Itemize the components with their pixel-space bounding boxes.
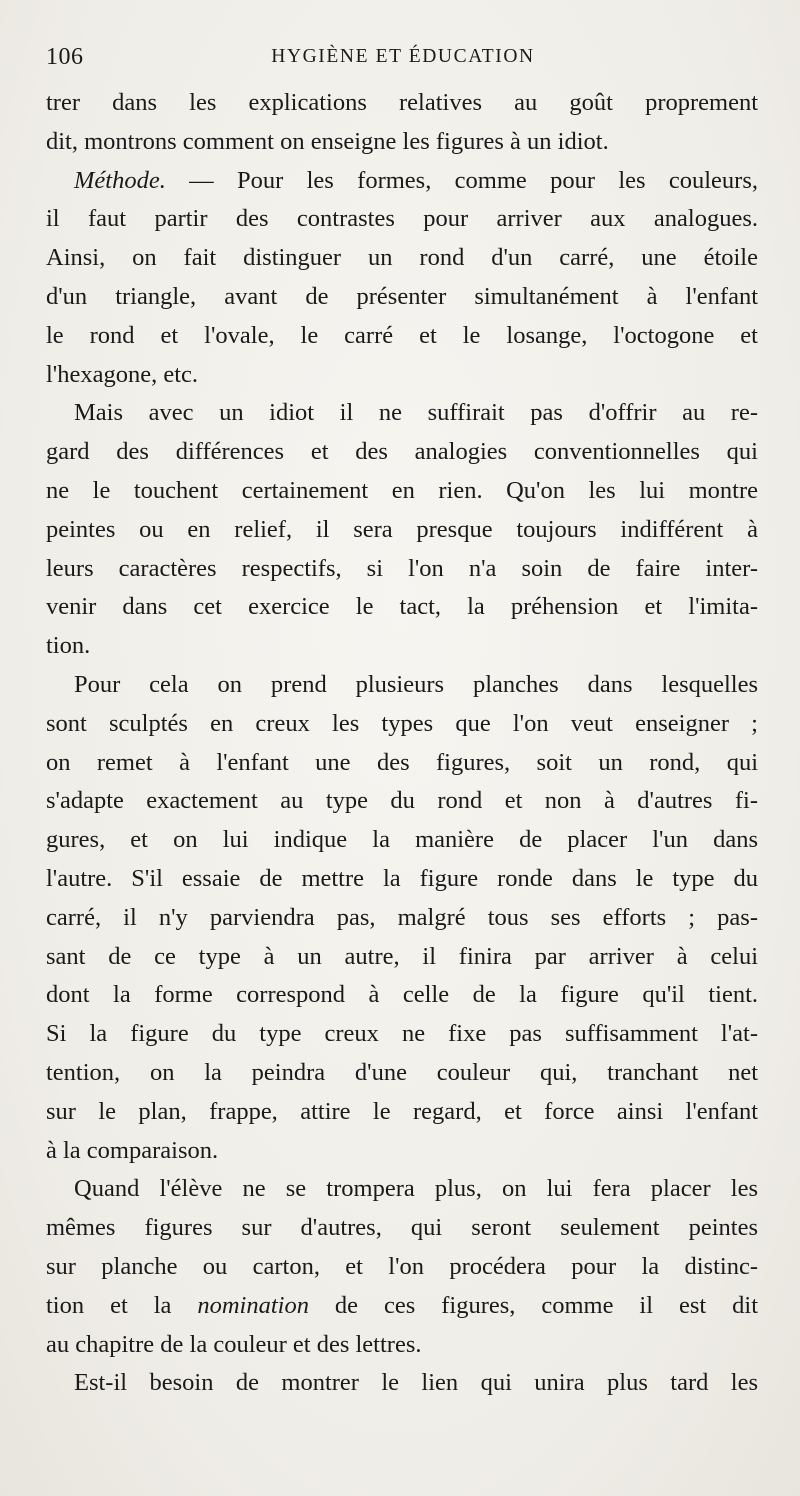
text-segment: — Pour les formes, comme pour les couleurs, [165, 166, 758, 194]
text-segment: venir dans cet exercice le tact, la préhension et l'imita- [46, 593, 758, 621]
text-line [46, 84, 758, 123]
running-head [46, 44, 760, 74]
text-line [46, 394, 758, 433]
text-line [46, 317, 758, 356]
text-line [46, 1326, 758, 1365]
text-segment: dont la forme correspond à celle de la figure qu'il tient. [46, 981, 758, 1009]
text-segment: on remet à l'enfant une des figures, soit un rond, qui [46, 748, 758, 776]
text-segment: sont sculptés en creux les types que l'on veut enseigner ; [46, 709, 758, 737]
text-segment: l'autre. S'il essaie de mettre la figure ronde dans le type du [46, 864, 758, 892]
text-segment: Pour cela on prend plusieurs planches dans lesquelles [74, 670, 758, 698]
text-segment: gures, et on lui indique la manière de placer l'un dans [46, 826, 758, 854]
text-line [46, 550, 758, 589]
page-number: 106 [46, 44, 84, 70]
text-segment: s'adapte exactement au type du rond et non à d'autres fi- [46, 787, 758, 815]
text-line [46, 356, 758, 395]
text-segment: sur planche ou carton, et l'on procédera pour la distinc- [46, 1252, 758, 1280]
text-segment: tion et la [46, 1291, 198, 1319]
text-line [46, 433, 758, 472]
text-line [46, 744, 758, 783]
text-line [46, 1209, 758, 1248]
text-segment: le rond et l'ovale, le carré et le losange, l'octogone et [46, 321, 758, 349]
text-segment: Est-il besoin de montrer le lien qui unira plus tard les [74, 1369, 758, 1397]
text-segment: au chapitre de la couleur et des lettres. [46, 1330, 422, 1358]
running-title: HYGIÈNE ET ÉDUCATION [271, 46, 535, 67]
text-segment: peintes ou en relief, il sera presque toujours indifférent à [46, 515, 758, 543]
text-segment: sur le plan, frappe, attire le regard, et force ainsi l'enfant [46, 1097, 758, 1125]
text-segment: tention, on la peindra d'une couleur qui, tranchant net [46, 1058, 758, 1086]
text-line [46, 860, 758, 899]
text-segment: Quand l'élève ne se trompera plus, on lui fera placer les [74, 1175, 758, 1203]
text-segment: trer dans les explications relatives au goût proprement [46, 89, 758, 116]
text-segment: sant de ce type à un autre, il finira par arriver à celui [46, 942, 758, 970]
text-segment: à la comparaison. [46, 1136, 219, 1164]
text-line [46, 899, 758, 938]
text-segment: Si la figure du type creux ne fixe pas suffisamment l'at- [46, 1020, 758, 1048]
text-line [46, 782, 758, 821]
text-line [46, 239, 758, 278]
italic-text: nomination [197, 1291, 309, 1319]
text-line [46, 588, 758, 627]
text-line [46, 1132, 758, 1171]
text-segment: il faut partir des contrastes pour arriver aux analogues. [46, 205, 758, 233]
text-segment: carré, il n'y parviendra pas, malgré tous ses efforts ; pas- [46, 903, 758, 931]
text-segment: d'un triangle, avant de présenter simultanément à l'enfant [46, 282, 758, 310]
text-line [46, 1015, 758, 1054]
text-line [46, 1248, 758, 1287]
text-line [46, 976, 758, 1015]
text-line [46, 1170, 758, 1209]
text-segment: leurs caractères respectifs, si l'on n'a soin de faire inter- [46, 554, 758, 582]
text-segment: Ainsi, on fait distinguer un rond d'un carré, une étoile [46, 244, 758, 272]
text-segment: l'hexagone, etc. [46, 360, 199, 388]
text-line [46, 1287, 758, 1326]
text-line [46, 705, 758, 744]
text-line [46, 1364, 758, 1403]
text-segment: tion. [46, 632, 91, 660]
text-line [46, 511, 758, 550]
text-line [46, 1093, 758, 1132]
text-line [46, 666, 758, 705]
text-line [46, 821, 758, 860]
italic-text: Méthode. [74, 166, 166, 194]
text-segment: mêmes figures sur d'autres, qui seront seulement peintes [46, 1214, 758, 1242]
text-segment: Mais avec un idiot il ne suffirait pas d'offrir au re- [74, 399, 758, 427]
text-segment: ne le touchent certainement en rien. Qu'on les lui montre [46, 476, 758, 504]
text-line [46, 472, 758, 511]
text-line [46, 162, 758, 201]
text-segment: gard des différences et des analogies conventionnelles qui [46, 438, 758, 466]
text-line [46, 200, 758, 239]
body-text [46, 84, 758, 1403]
text-line [46, 938, 758, 977]
text-segment: dit, montrons comment on enseigne les figures à un idiot. [46, 127, 609, 155]
text-line [46, 123, 758, 162]
text-line [46, 1054, 758, 1093]
text-segment: de ces figures, comme il est dit [308, 1291, 758, 1319]
text-line [46, 627, 758, 666]
text-line [46, 278, 758, 317]
